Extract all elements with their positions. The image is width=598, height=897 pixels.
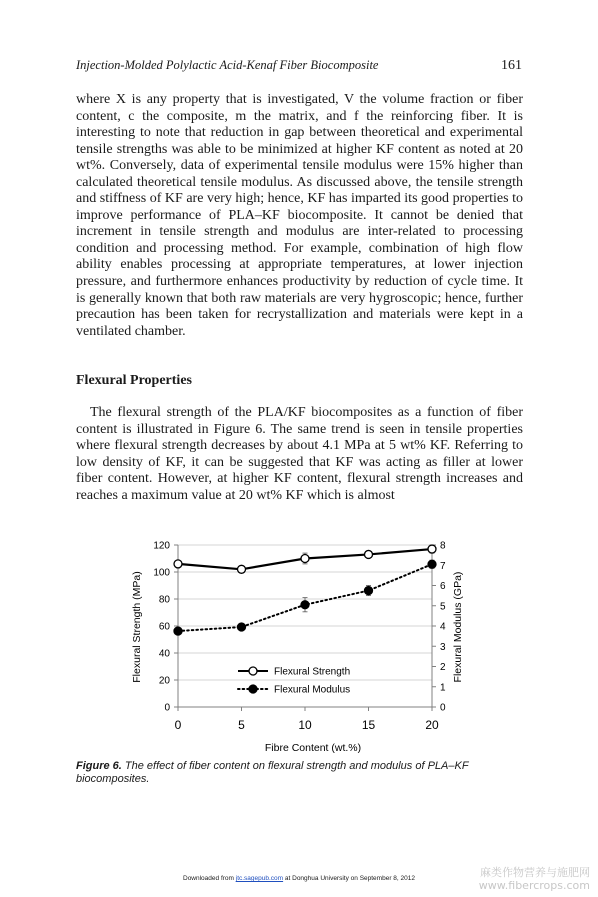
x-tick-label: 10 — [298, 718, 312, 732]
flexural-strength-point — [174, 560, 182, 568]
flexural-modulus-point — [174, 627, 182, 635]
left-tick-label: 80 — [158, 594, 170, 606]
running-title: Injection-Molded Polylactic Acid-Kenaf Fiber Biocomposite — [76, 58, 379, 72]
right-tick-label: 3 — [440, 641, 446, 653]
legend-flexural-modulus-label: Flexural Modulus — [274, 684, 351, 696]
flexural-strength-point — [365, 550, 373, 558]
body-paragraph: where X is any property that is investigated, V the volume fraction or fiber content, c the composite, m the matrix, and f the reinforcing fiber. It is interesting to note that reduction in gap between theoretical and experimental tensile strengths was able to be minimized at higher KF content as noted at 20 wt%. Conversely, data of experimental tensile modulus were 15% higher than calculated theoretical tensile modulus. As discussed above, the tensile strength and stiffness of KF are very high; hence, KF has imparted its good properties to improve performance of PLA–KF biocomposite. It cannot be denied that increment in tensile strength and modulus are inter-related to processing condition and processing method. For example, combination of high flow ability enables processing at appropriate temperatures, at lower injection pressure, and furthermore enhances productivity by reduction of cycle time. It is generally known that both raw materials are very hygroscopic; hence, further precaution has been taken for recrystallization and materials were kept in a ventilated chamber. — [76, 92, 523, 339]
footer-link[interactable]: jtc.sagepub.com — [235, 875, 284, 882]
flexural-strength-point — [301, 555, 309, 563]
right-tick-label: 8 — [440, 540, 446, 552]
right-tick-label: 5 — [440, 601, 446, 613]
right-tick-label: 1 — [440, 682, 446, 694]
page-number: 161 — [501, 58, 522, 73]
right-tick-label: 6 — [440, 581, 446, 592]
watermark — [479, 866, 590, 892]
x-tick-label: 20 — [425, 718, 439, 732]
x-tick-label: 0 — [174, 718, 182, 732]
footer-suffix: at Donghua University on September 8, 2012 — [283, 875, 415, 882]
right-tick-label: 4 — [440, 621, 446, 633]
watermark-line-2: www.fibercrops.com — [478, 879, 590, 892]
running-head — [76, 58, 522, 73]
right-tick-label: 2 — [440, 662, 446, 673]
body-paragraph: The flexural strength of the PLA/KF biocomposites as a function of fiber content is illustrated in Figure 6. The same trend is seen in tensile properties where flexural strength decreases by about 4.1 MPa at 5 wt% KF. Referring to low density of KF, it can be suggested that KF was acting as filler at lower fiber content. However, at higher KF content, flexural strength increases and reaches a maximum value at 20 wt% KF which is almost — [76, 405, 523, 503]
chart-svg — [120, 533, 480, 763]
watermark-line-1: 麻类作物营养与施肥网 — [480, 866, 590, 879]
x-tick-label: 15 — [361, 718, 376, 732]
left-axis-label: Flexural Strength (MPa) — [131, 571, 143, 683]
left-tick-label: 60 — [158, 621, 170, 633]
left-tick-label: 100 — [153, 567, 170, 579]
figure-6-chart — [120, 533, 480, 763]
legend-flexural-strength-marker — [249, 667, 257, 675]
legend-flexural-modulus-marker — [249, 685, 257, 693]
section-heading: Flexural Properties — [76, 373, 192, 388]
flexural-modulus-point — [301, 601, 309, 609]
flexural-strength-point — [238, 565, 246, 573]
legend-flexural-strength-label: Flexural Strength — [274, 666, 351, 678]
caption-text: The effect of fiber content on flexural strength and modulus of PLA–KF biocomposites. — [76, 760, 469, 785]
flexural-strength-point — [428, 545, 436, 553]
caption-label: Figure 6. — [76, 760, 122, 772]
x-tick-label: 5 — [238, 718, 245, 732]
left-tick-label: 0 — [164, 702, 170, 714]
left-tick-label: 120 — [153, 540, 170, 552]
left-tick-label: 20 — [158, 675, 170, 687]
flexural-modulus-point — [428, 560, 436, 568]
flexural-modulus-point — [365, 587, 373, 595]
right-tick-label: 7 — [440, 560, 446, 572]
right-axis-label: Flexural Modulus (GPa) — [452, 571, 464, 683]
left-tick-label: 40 — [158, 648, 170, 660]
right-tick-label: 0 — [440, 702, 446, 714]
figure-caption — [76, 760, 523, 786]
flexural-modulus-point — [238, 623, 246, 631]
footer-prefix: Downloaded from — [183, 875, 236, 882]
x-axis-label: Fibre Content (wt.%) — [264, 742, 362, 754]
